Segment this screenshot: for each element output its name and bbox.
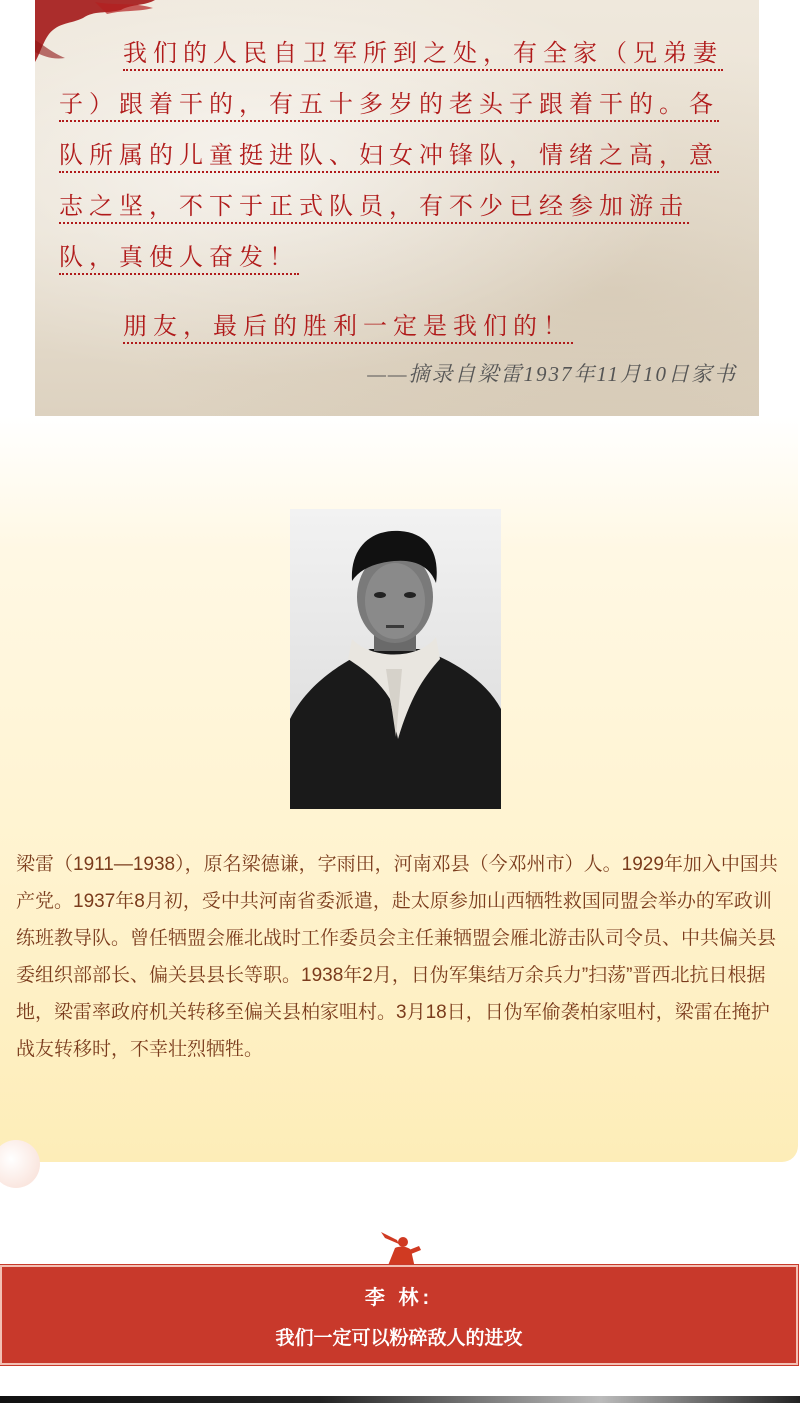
letter-line: 志之坚，不下于正式队员，有不少已经参加游击 <box>59 183 739 234</box>
next-photo-edge <box>0 1396 800 1403</box>
bio-text: 梁雷（1911—1938），原名梁德谦，字雨田，河南邓县（今邓州市）人。1929年加入中国共产党。1937年8月初，受中共河南省委派遣，赴太原参加山西牺牲救国同盟会举办的军政训练班教导队。曾任牺盟会雁北战时工作委员会主任兼牺盟会雁北游击队司令员、中共偏关县委组织部部长、偏关县县长等职。1938年2月，日伪军集结万余兵力”扫荡”晋西北抗日根据地，梁雷率政府机关转移至偏关县柏家咀村。3月18日，日伪军偷袭柏家咀村，梁雷在掩护战友转移时，不幸壮烈牺牲。 <box>16 854 778 1060</box>
letter-signature: ——摘录自梁雷1937年11月10日家书 <box>367 362 737 386</box>
bugler-icon <box>377 1228 423 1268</box>
letter-line: 队所属的儿童挺进队、妇女冲锋队，情绪之高，意 <box>59 132 739 183</box>
letter-line: 我们的人民自卫军所到之处，有全家（兄弟妻 <box>59 30 739 81</box>
letter-line: 子）跟着干的，有五十多岁的老头子跟着干的。各 <box>59 81 739 132</box>
letter-line: 朋友，最后的胜利一定是我们的！ <box>59 303 739 354</box>
decorative-circle <box>0 1140 40 1188</box>
next-section-banner <box>0 1265 798 1365</box>
letter-excerpt <box>35 0 759 416</box>
letter-line: 队，真使人奋发！ <box>59 234 739 285</box>
banner-subtitle: 我们一定可以粉碎敌人的进攻 <box>275 1328 523 1349</box>
banner-title: 李 林: <box>364 1287 434 1309</box>
portrait-photo <box>290 509 501 809</box>
